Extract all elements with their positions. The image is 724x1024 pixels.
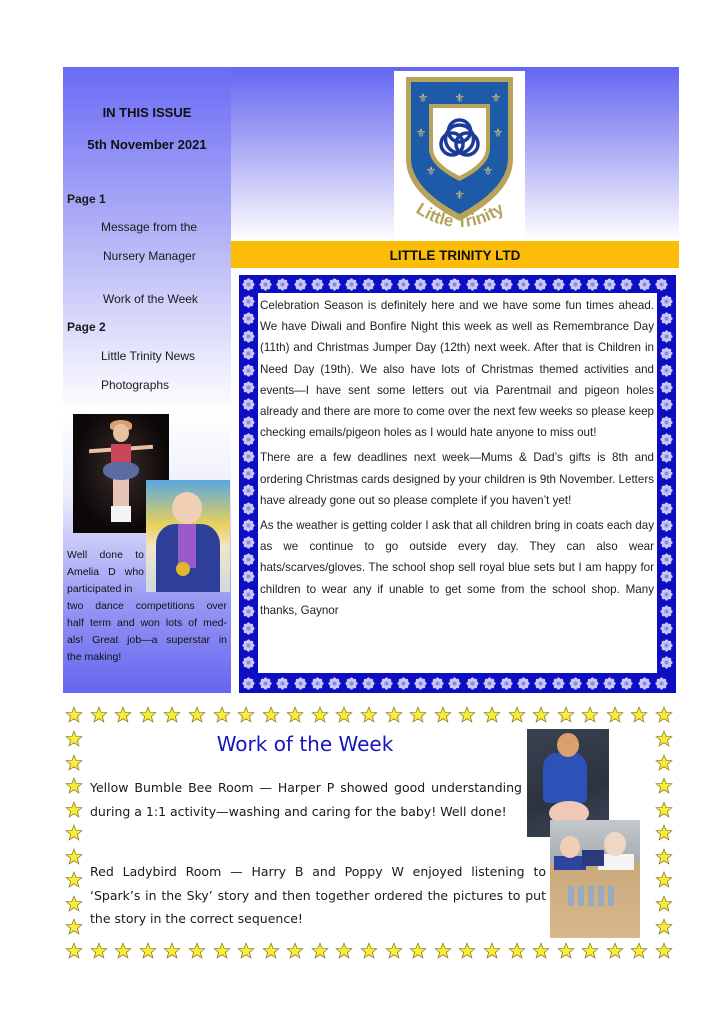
flower-border-icon <box>242 398 255 411</box>
flower-border-icon <box>242 364 255 377</box>
flower-border-icon <box>500 677 513 690</box>
flower-border-icon <box>345 677 358 690</box>
star-border-icon <box>262 942 280 960</box>
flower-border-icon <box>466 677 479 690</box>
star-border-icon <box>188 706 206 724</box>
flower-border-icon <box>362 677 375 690</box>
star-border-icon <box>163 706 181 724</box>
flower-border-icon <box>655 677 668 690</box>
flower-border-icon <box>397 677 410 690</box>
flower-border-icon <box>638 278 651 291</box>
flower-border-icon <box>483 677 496 690</box>
star-border-icon <box>385 942 403 960</box>
flower-border-icon <box>660 330 673 343</box>
star-border-icon <box>655 801 673 819</box>
star-border-icon <box>65 754 83 772</box>
message-paragraph: As the weather is getting colder I ask that all children bring in coats each day as we continue to go outside every day. They can also wear hats/scarves/gloves. The school shop sell royal blue sets but I am happy for children to wear any if unable to get some from the school shop. Many thanks, Gaynor <box>260 519 654 617</box>
star-border-icon <box>483 942 501 960</box>
star-border-icon <box>655 777 673 795</box>
flower-border-icon <box>242 381 255 394</box>
caption-line: Well done to <box>67 549 144 561</box>
flower-border-icon <box>552 278 565 291</box>
svg-text:⚜: ⚜ <box>415 126 427 140</box>
flower-border-icon <box>534 677 547 690</box>
flower-border-icon <box>242 605 255 618</box>
star-border-icon <box>434 706 452 724</box>
star-border-icon <box>90 706 108 724</box>
work-of-week-title: Work of the Week <box>216 732 394 756</box>
star-border-icon <box>139 942 157 960</box>
flower-border-icon <box>259 677 272 690</box>
flower-border-icon <box>380 677 393 690</box>
flower-border-icon <box>311 278 324 291</box>
star-border-icon <box>360 942 378 960</box>
flower-border-icon <box>276 677 289 690</box>
flower-border-icon <box>660 416 673 429</box>
flower-border-icon <box>242 450 255 463</box>
star-border-icon <box>90 942 108 960</box>
contents-item: Work of the Week <box>103 292 198 306</box>
star-border-icon <box>458 942 476 960</box>
flower-border-icon <box>242 312 255 325</box>
work-entry-text: Yellow Bumble Bee Room — Harper P showed good understanding during a 1:1 activity—washing and caring for the baby! Well done! <box>90 780 522 819</box>
sidebar-title: IN THIS ISSUE <box>102 105 192 120</box>
svg-text:⚜: ⚜ <box>490 91 502 105</box>
page-2-label: Page 2 <box>67 320 106 334</box>
svg-text:⚜: ⚜ <box>482 164 494 178</box>
flower-border-icon <box>242 588 255 601</box>
star-border-icon <box>65 918 83 936</box>
flower-border-icon <box>242 622 255 635</box>
svg-text:⚜: ⚜ <box>417 91 429 105</box>
flower-border-icon <box>448 278 461 291</box>
caption-line: participated in <box>67 583 133 595</box>
flower-border-icon <box>603 677 616 690</box>
page-1-label: Page 1 <box>67 192 106 206</box>
star-border-icon <box>655 706 673 724</box>
caption-line: the making! <box>67 651 122 663</box>
flower-border-icon <box>311 677 324 690</box>
flower-border-icon <box>620 677 633 690</box>
star-border-icon <box>237 706 255 724</box>
star-border-icon <box>581 706 599 724</box>
star-border-icon <box>163 942 181 960</box>
flower-border-icon <box>242 519 255 532</box>
flower-border-icon <box>431 278 444 291</box>
contents-item: Little Trinity News <box>101 349 196 363</box>
svg-text:Little Trinity: Little Trinity <box>412 199 508 232</box>
flower-border-icon <box>397 278 410 291</box>
story-sequence-photo <box>550 820 640 938</box>
flower-border-icon <box>242 330 255 343</box>
message-paragraph: There are a few deadlines next week—Mums & Dad’s gifts is 8th and ordering Christmas cards designed by your children is 9th November. Letters have already gone out so please complete if you haven’t yet! <box>260 451 654 507</box>
star-border-icon <box>65 801 83 819</box>
contents-item: Nursery Manager <box>103 249 196 263</box>
star-border-icon <box>532 706 550 724</box>
star-border-icon <box>213 942 231 960</box>
work-entry <box>90 776 522 823</box>
star-border-icon <box>630 706 648 724</box>
star-border-icon <box>655 942 673 960</box>
flower-border-icon <box>638 677 651 690</box>
star-border-icon <box>188 942 206 960</box>
flower-border-icon <box>660 502 673 515</box>
flower-border-icon <box>660 536 673 549</box>
star-border-icon <box>409 706 427 724</box>
flower-border-icon <box>660 467 673 480</box>
flower-border-icon <box>242 536 255 549</box>
star-border-icon <box>606 942 624 960</box>
star-border-icon <box>557 942 575 960</box>
star-border-icon <box>606 706 624 724</box>
flower-border-icon <box>483 278 496 291</box>
star-border-icon <box>655 754 673 772</box>
medal-photo <box>146 480 230 592</box>
star-border-icon <box>655 918 673 936</box>
flower-border-icon <box>242 467 255 480</box>
star-border-icon <box>65 871 83 889</box>
work-entry <box>90 860 546 931</box>
svg-text:⚜: ⚜ <box>425 164 437 178</box>
star-border-icon <box>532 942 550 960</box>
flower-border-icon <box>276 278 289 291</box>
flower-border-icon <box>362 278 375 291</box>
star-border-icon <box>213 706 231 724</box>
svg-text:⚜: ⚜ <box>454 91 465 105</box>
flower-border-icon <box>569 677 582 690</box>
star-border-icon <box>483 706 501 724</box>
star-border-icon <box>139 706 157 724</box>
star-border-icon <box>65 848 83 866</box>
star-border-icon <box>655 824 673 842</box>
flower-border-icon <box>242 295 255 308</box>
flower-border-icon <box>660 519 673 532</box>
issue-date: 5th November 2021 <box>87 137 207 152</box>
flower-border-icon <box>660 450 673 463</box>
company-banner: LITTLE TRINITY LTD <box>231 241 679 268</box>
flower-border-icon <box>414 278 427 291</box>
star-border-icon <box>65 706 83 724</box>
star-border-icon <box>286 942 304 960</box>
star-border-icon <box>311 942 329 960</box>
star-border-icon <box>630 942 648 960</box>
star-border-icon <box>65 730 83 748</box>
flower-border-icon <box>242 570 255 583</box>
flower-border-icon <box>242 433 255 446</box>
manager-message-box <box>239 275 676 693</box>
star-border-icon <box>385 706 403 724</box>
message-paragraph: Celebration Season is definitely here and we have some fun times ahead. We have Diwali and Bonfire Night this week as well as Remembrance Day (11th) and Christmas Jumper Day (12th) next week. After that is Children in Need Day (19th). We also have lots of Christmas themed activities and events—I have sent some letters out via Parentmail and pigeon holes already and there are more to come over the next few weeks so please keep checking emails/pigeon holes as I would hate anyone to miss out! <box>260 299 654 440</box>
caption-line: als! Great job—a superstar in <box>67 634 227 646</box>
star-border-icon <box>655 848 673 866</box>
flower-border-icon <box>294 677 307 690</box>
star-border-icon <box>360 706 378 724</box>
flower-border-icon <box>242 656 255 669</box>
flower-border-icon <box>660 570 673 583</box>
flower-border-icon <box>328 278 341 291</box>
star-border-icon <box>409 942 427 960</box>
flower-border-icon <box>552 677 565 690</box>
flower-border-icon <box>242 278 255 291</box>
flower-border-icon <box>380 278 393 291</box>
star-border-icon <box>655 895 673 913</box>
flower-border-icon <box>500 278 513 291</box>
flower-border-icon <box>660 347 673 360</box>
crest-icon <box>394 71 525 242</box>
star-border-icon <box>655 730 673 748</box>
star-border-icon <box>581 942 599 960</box>
flower-border-icon <box>448 677 461 690</box>
flower-border-icon <box>294 278 307 291</box>
flower-border-icon <box>620 278 633 291</box>
flower-border-icon <box>655 278 668 291</box>
flower-border-icon <box>328 677 341 690</box>
flower-border-icon <box>660 656 673 669</box>
school-logo <box>394 71 525 242</box>
flower-border-icon <box>242 553 255 566</box>
work-entry-text: Red Ladybird Room — Harry B and Poppy W enjoyed listening to ‘Spark’s in the Sky’ story and then together ordered the pictures to put the story in the correct sequence! <box>90 864 546 926</box>
message-text <box>260 295 654 625</box>
caption-line: half term and won lots of med- <box>67 617 227 629</box>
svg-text:⚜: ⚜ <box>492 126 504 140</box>
flower-border-icon <box>431 677 444 690</box>
flower-border-icon <box>242 639 255 652</box>
flower-border-icon <box>534 278 547 291</box>
flower-border-icon <box>660 312 673 325</box>
flower-border-icon <box>242 347 255 360</box>
flower-border-icon <box>345 278 358 291</box>
star-border-icon <box>65 824 83 842</box>
flower-border-icon <box>259 278 272 291</box>
flower-border-icon <box>517 677 530 690</box>
star-border-icon <box>65 895 83 913</box>
flower-border-icon <box>660 381 673 394</box>
caption-line: Amelia D who <box>67 566 144 578</box>
star-border-icon <box>557 706 575 724</box>
star-border-icon <box>65 777 83 795</box>
star-border-icon <box>65 942 83 960</box>
star-border-icon <box>311 706 329 724</box>
svg-text:⚜: ⚜ <box>454 188 465 202</box>
flower-border-icon <box>466 278 479 291</box>
flower-border-icon <box>242 416 255 429</box>
star-border-icon <box>286 706 304 724</box>
flower-border-icon <box>242 677 255 690</box>
flower-border-icon <box>517 278 530 291</box>
star-border-icon <box>655 871 673 889</box>
contents-item: Photographs <box>101 378 170 392</box>
flower-border-icon <box>660 588 673 601</box>
flower-border-icon <box>660 622 673 635</box>
star-border-icon <box>434 942 452 960</box>
flower-border-icon <box>586 278 599 291</box>
flower-border-icon <box>660 295 673 308</box>
star-border-icon <box>114 706 132 724</box>
star-border-icon <box>262 706 280 724</box>
flower-border-icon <box>660 433 673 446</box>
contents-item: Message from the <box>101 220 198 234</box>
star-border-icon <box>335 942 353 960</box>
flower-border-icon <box>414 677 427 690</box>
flower-border-icon <box>660 364 673 377</box>
flower-border-icon <box>660 605 673 618</box>
flower-border-icon <box>660 398 673 411</box>
flower-border-icon <box>660 484 673 497</box>
star-border-icon <box>335 706 353 724</box>
flower-border-icon <box>603 278 616 291</box>
flower-border-icon <box>660 639 673 652</box>
flower-border-icon <box>569 278 582 291</box>
star-border-icon <box>458 706 476 724</box>
star-border-icon <box>508 942 526 960</box>
star-border-icon <box>508 706 526 724</box>
star-border-icon <box>237 942 255 960</box>
flower-border-icon <box>242 484 255 497</box>
caption-line: two dance competitions over <box>67 600 227 612</box>
flower-border-icon <box>586 677 599 690</box>
flower-border-icon <box>660 553 673 566</box>
flower-border-icon <box>242 502 255 515</box>
star-border-icon <box>114 942 132 960</box>
